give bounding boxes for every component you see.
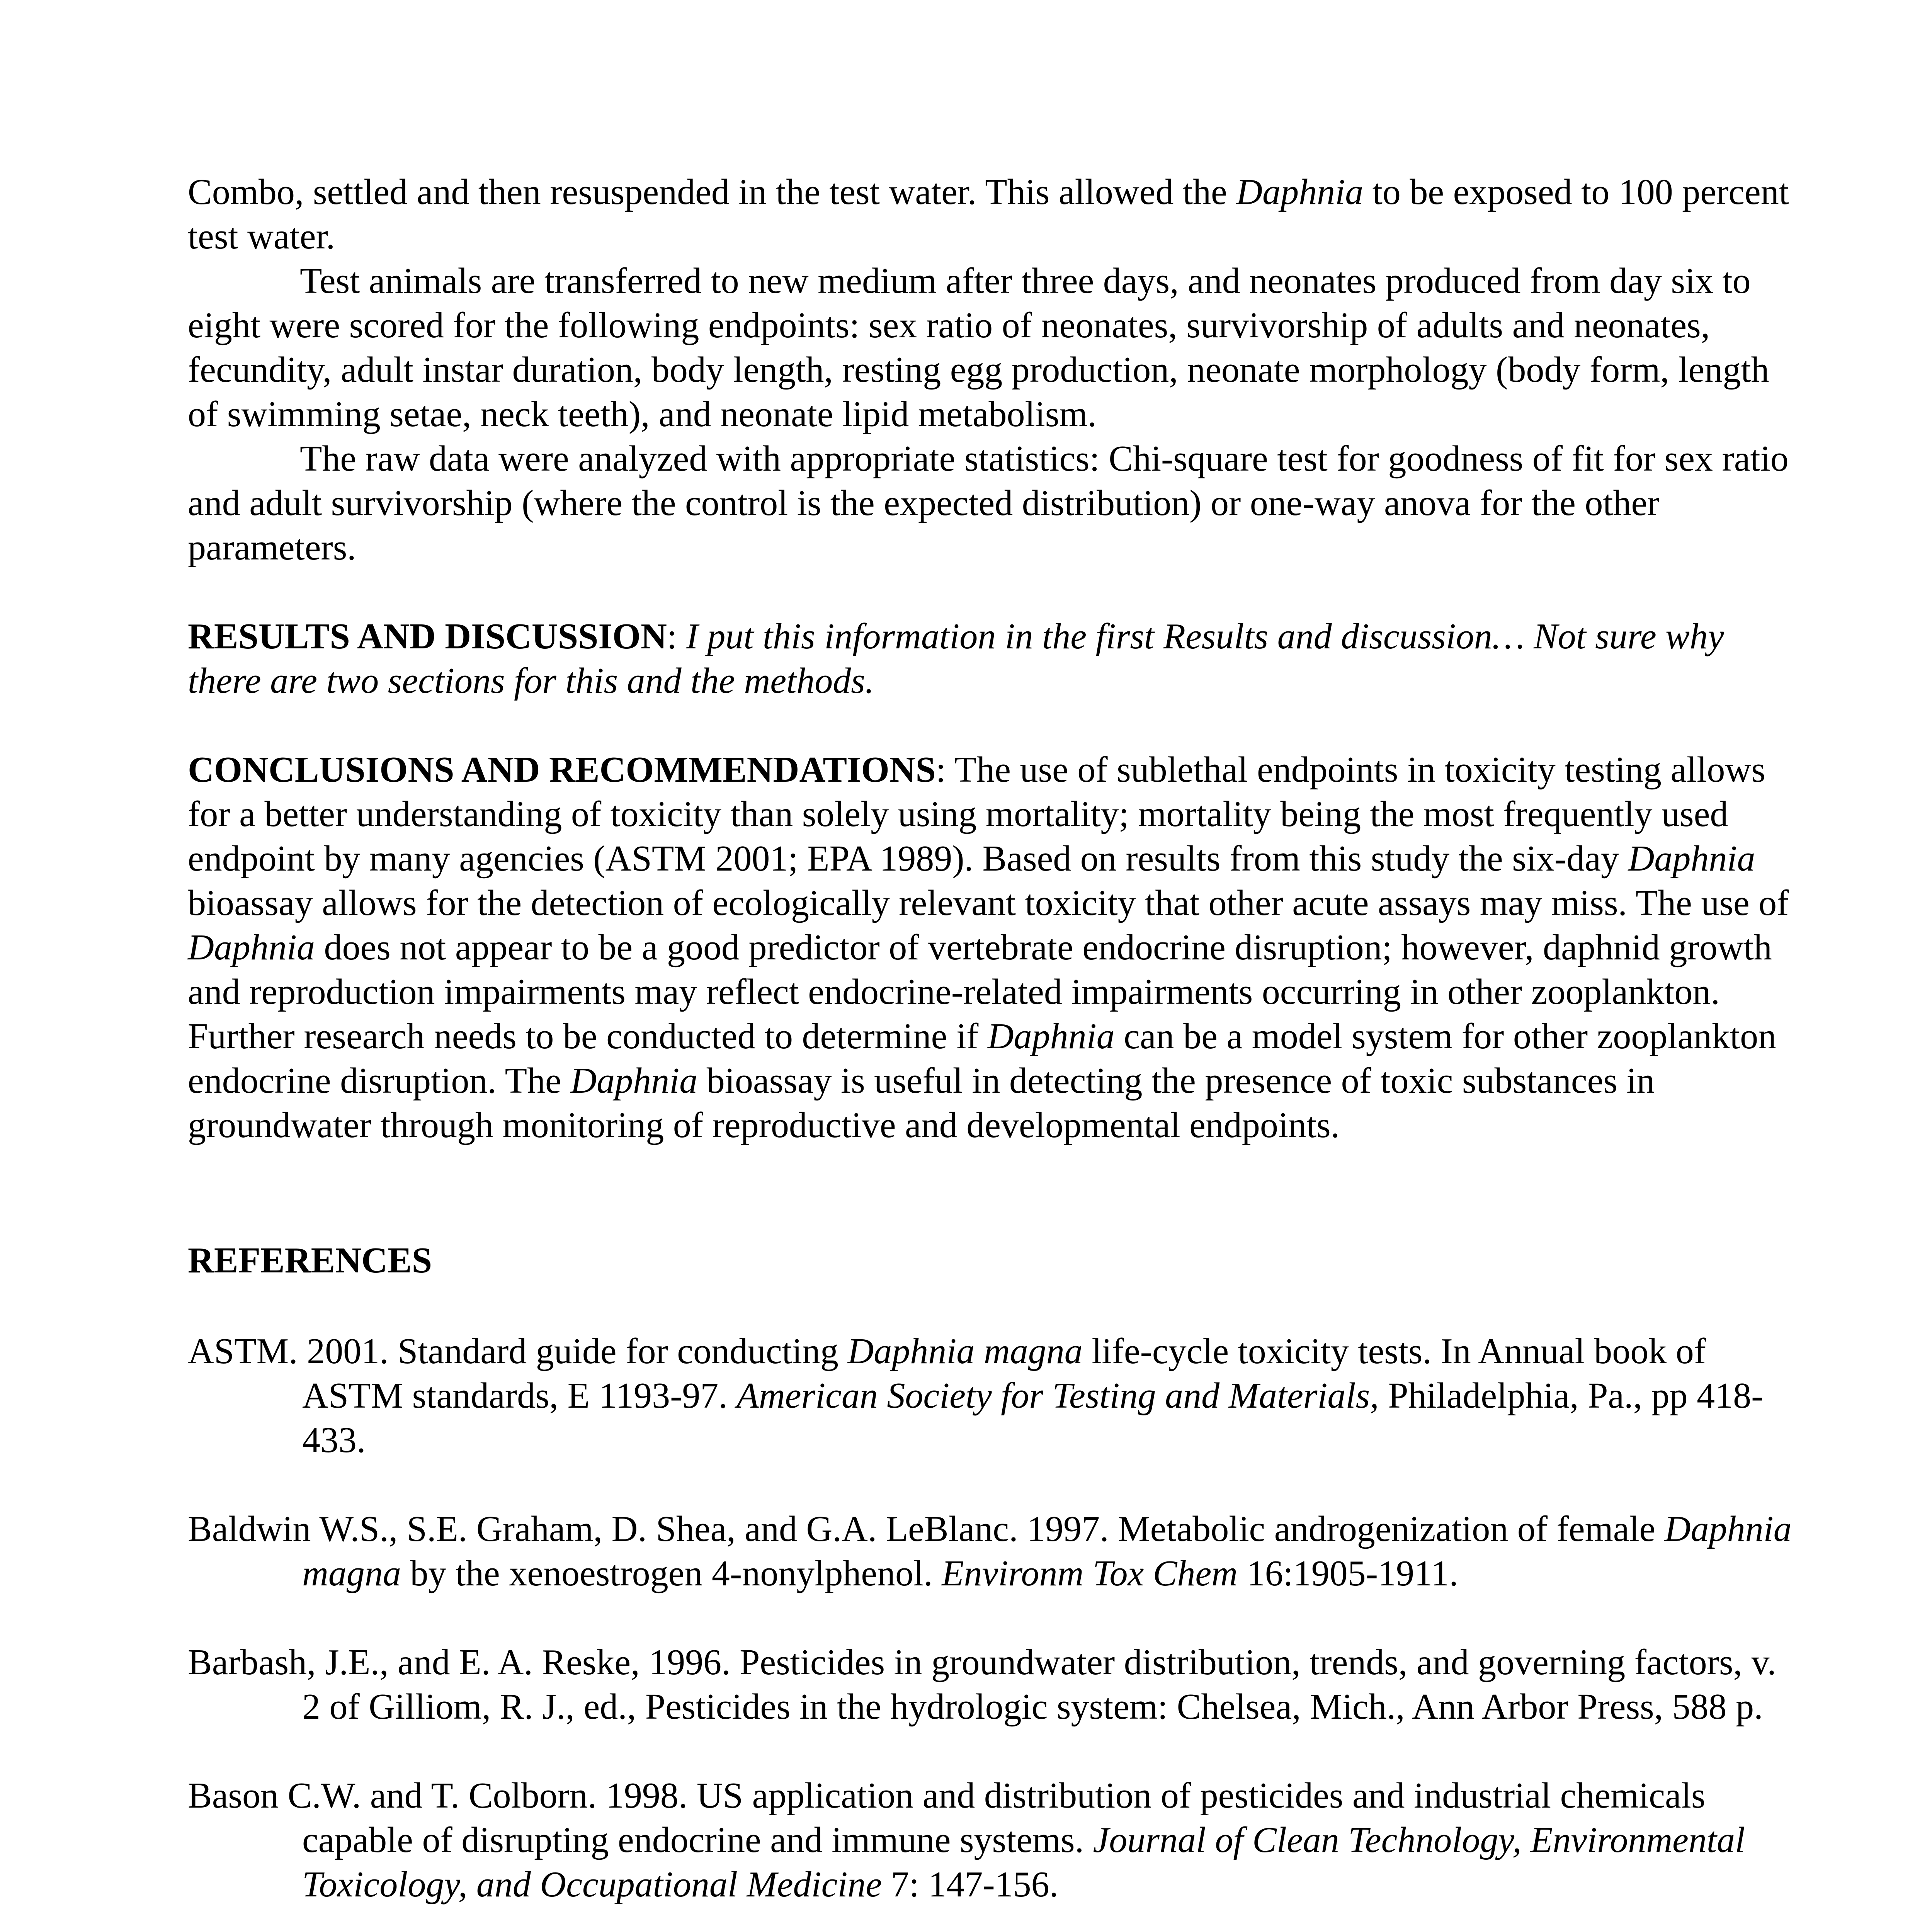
methods-paragraph-2: Test animals are transferred to new medium after three days, and neonates produced from day six to eight were scored for the following endpoints: sex ratio of neonates, survivorship of adults and neonates, fecundity, adult instar duration, body length, resting egg production, neonate morphology (body form, length of swimming setae, neck teeth), and neonate lipid metabolism. bbox=[188, 261, 1769, 434]
results-section: RESULTS AND DISCUSSION: I put this information in the first Results and discussion… Not sure why there are two sections for this and the methods. bbox=[188, 616, 1724, 701]
methods-paragraph-3: The raw data were analyzed with appropriate statistics: Chi-square test for goodness of fit for sex ratio and adult survivorship (where the control is the expected distribution) or one-way anova for the other parameters. bbox=[188, 439, 1789, 568]
results-heading: RESULTS AND DISCUSSION bbox=[188, 616, 667, 656]
reference-bason-1998: Bason C.W. and T. Colborn. 1998. US application and distribution of pesticides and industrial chemicals capable of disrupting endocrine and immune systems. Journal of Clean Technology, Environmental Toxicology, and Occupational Medicine 7: 147-156. bbox=[188, 1776, 1745, 1905]
reference-barbash-1996: Barbash, J.E., and E. A. Reske, 1996. Pesticides in groundwater distribution, trends, and governing factors, v. 2 of Gilliom, R. J., ed., Pesticides in the hydrologic system: Chelsea, Mich., Ann Arbor Press, 588 p. bbox=[188, 1642, 1776, 1727]
species-name: Daphnia bbox=[1236, 172, 1364, 212]
references-heading: REFERENCES bbox=[188, 1240, 432, 1281]
reference-astm-2001: ASTM. 2001. Standard guide for conducting Daphnia magna life-cycle toxicity tests. In Annual book of ASTM standards, E 1193-97. American Society for Testing and Materials, Philadelphia, Pa., pp 418-433. bbox=[188, 1331, 1764, 1460]
conclusions-heading: CONCLUSIONS AND RECOMMENDATIONS bbox=[188, 750, 936, 790]
document-page bbox=[188, 170, 1795, 1932]
methods-paragraph-1: Combo, settled and then resuspended in the test water. This allowed the Daphnia to be exposed to 100 percent test water. bbox=[188, 172, 1789, 257]
results-note: I put this information in the first Results and discussion… Not sure why there are two sections for this and the methods. bbox=[188, 616, 1724, 701]
reference-baldwin-1997: Baldwin W.S., S.E. Graham, D. Shea, and G.A. LeBlanc. 1997. Metabolic androgenization of female Daphnia magna by the xenoestrogen 4-nonylphenol. Environm Tox Chem 16:1905-1911. bbox=[188, 1509, 1792, 1594]
conclusions-section: CONCLUSIONS AND RECOMMENDATIONS: The use of sublethal endpoints in toxicity testing allows for a better understanding of toxicity than solely using mortality; mortality being the most frequently used endpoint by many agencies (ASTM 2001; EPA 1989). Based on results from this study the six-day Daphnia bioassay allows for the detection of ecologically relevant toxicity that other acute assays may miss. The use of Daphnia does not appear to be a good predictor of vertebrate endocrine disruption; however, daphnid growth and reproduction impairments may reflect endocrine-related impairments occurring in other zooplankton. Further research needs to be conducted to determine if Daphnia can be a model system for other zooplankton endocrine disruption. The Daphnia bioassay is useful in detecting the presence of toxic substances in groundwater through monitoring of reproductive and developmental endpoints. bbox=[188, 750, 1789, 1145]
